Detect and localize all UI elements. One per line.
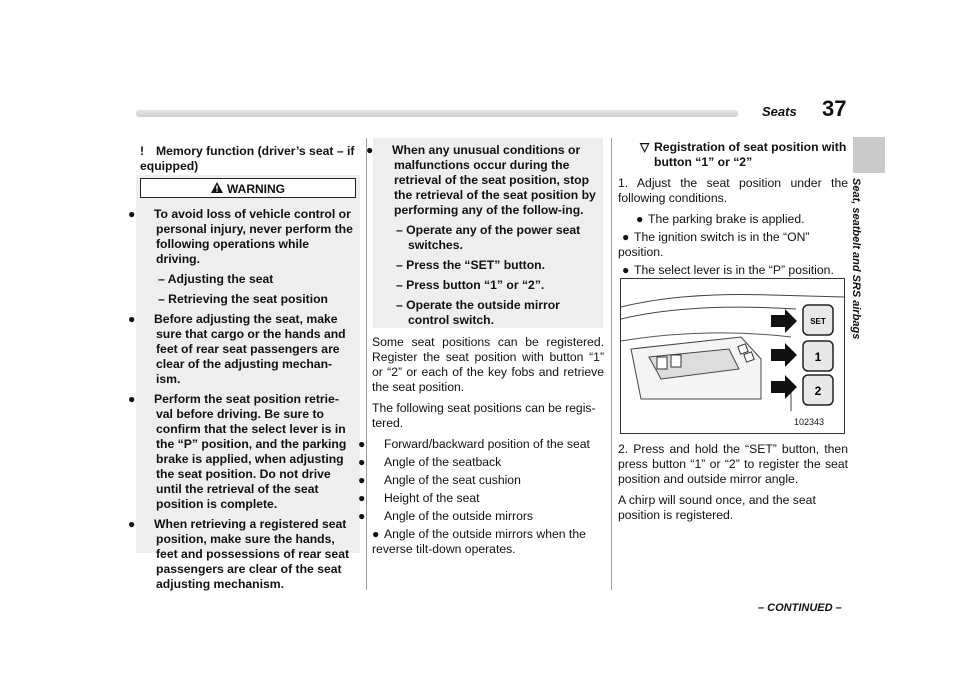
list-item-text: Angle of the outside mirrors: [384, 509, 534, 523]
side-tab-label: Seat, seatbelt and SRS airbags: [850, 178, 862, 340]
set-label: SET: [810, 317, 826, 326]
arrow-icon: [771, 309, 797, 333]
warning-subitem: – Retrieving the seat position: [158, 292, 328, 306]
caution-subitem: – Operate the outside mirror control switch.: [396, 298, 560, 327]
list-item: [358, 455, 604, 470]
bullet-icon: ●: [372, 527, 380, 541]
warning-item-text: Perform the seat position retrie-val before driving. Be sure to confirm that the select lever is in the “P” position, and the parking brake is applied, when adjusting the seat position. Do not drive until the retrieval of the seat position is complete.: [154, 392, 347, 511]
registration-step-2: [618, 442, 848, 529]
warning-item: [128, 207, 354, 267]
bullet-icon: ●: [622, 230, 630, 244]
bullet-icon: ●: [128, 517, 136, 531]
side-tab: [853, 137, 885, 173]
bullet-icon: ●: [636, 212, 644, 226]
condition-text: The ignition switch is in the “ON” position.: [618, 230, 810, 259]
list-item-text: Forward/backward position of the seat: [384, 437, 590, 451]
warning-item-text: To avoid loss of vehicle control or personal injury, never perform the following operations while driving.: [154, 207, 353, 266]
page-number: 37: [822, 96, 847, 121]
condition-text: The select lever is in the “P” position.: [634, 263, 834, 277]
bullet-icon: ●: [358, 437, 366, 451]
arrow-icon: [771, 343, 797, 367]
memory-switch-diagram: [621, 279, 844, 433]
step-1: 1. Adjust the seat position under the following conditions.: [618, 176, 848, 205]
bullet-icon: ●: [622, 263, 630, 277]
condition-item: [618, 263, 848, 278]
caution-item-text: When any unusual conditions or malfunctions occur during the retrieval of the seat position, stop the retrieval of the seat position by performing any of the follow-ing.: [392, 143, 596, 217]
subsection-heading: [618, 140, 848, 170]
warning-item: [128, 517, 354, 592]
bullet-icon: ●: [358, 455, 366, 469]
caution-subitem: – Operate any of the power seat switches.: [396, 223, 581, 252]
list-item: [358, 437, 604, 452]
paragraph: Some seat positions can be registered. Register the seat position with button “1” or “2” or each of the key fobs and retrieve the seat position.: [372, 335, 604, 394]
caution-subitem: – Press button “1” or “2”.: [396, 278, 545, 292]
warning-title: [140, 178, 356, 198]
step-2: 2. Press and hold the “SET” button, then press button “1” or “2” to register the seat position and outside mirror angle.: [618, 442, 848, 486]
warning-subitem: – Adjusting the seat: [158, 272, 274, 286]
arrow-icon: [771, 375, 797, 399]
list-item: [358, 509, 604, 524]
condition-item: [618, 230, 848, 260]
warning-title-text: WARNING: [227, 182, 285, 196]
section-heading: [140, 144, 360, 174]
list-item-text: Height of the seat: [384, 491, 480, 505]
column-divider-2: [611, 138, 612, 590]
list-item: [358, 473, 604, 488]
list-item-text: Angle of the seatback: [384, 455, 502, 469]
caution-body: [366, 143, 598, 333]
list-item: [358, 491, 604, 506]
bullet-icon: ●: [358, 491, 366, 505]
bullet-icon: ●: [358, 473, 366, 487]
button-1-label: 1: [814, 350, 822, 364]
list-item-text: Angle of the seat cushion: [384, 473, 521, 487]
bullet-icon: ●: [366, 143, 374, 157]
subsection-heading-text: Registration of seat position with button “1” or “2”: [654, 140, 847, 169]
condition-text: The parking brake is applied.: [648, 212, 805, 226]
header-rule: [136, 110, 738, 117]
figure-code: 102343: [794, 417, 825, 427]
paragraph: A chirp will sound once, and the seat position is registered.: [618, 493, 816, 522]
warning-triangle-icon: [211, 179, 223, 199]
caution-subitem: – Press the “SET” button.: [396, 258, 545, 272]
registration-steps: [618, 140, 848, 284]
bullet-icon: ●: [128, 207, 136, 221]
subsection-marker-icon: ▽: [640, 140, 650, 154]
warning-item-text: When retrieving a registered seat position, make sure the hands, feet and possessions of rear seat passengers are clear of the seat adjusting mechanism.: [154, 517, 350, 591]
bullet-icon: ●: [128, 312, 136, 326]
column-divider-1: [366, 138, 367, 590]
list-item: [372, 527, 604, 557]
heading-marker-icon: !: [140, 144, 145, 158]
warning-item: [128, 392, 354, 512]
section-title: Seats: [762, 104, 797, 119]
caution-item: [366, 143, 598, 218]
door-panel-illustration: [620, 278, 845, 434]
bullet-icon: ●: [358, 509, 366, 523]
list-item-text: Angle of the outside mirrors when the reverse tilt-down operates.: [372, 527, 586, 556]
warning-body: [128, 207, 354, 597]
button-2-label: 2: [814, 384, 822, 398]
warning-item-text: Before adjusting the seat, make sure that cargo or the hands and feet of rear seat passengers are clear of the adjusting mechan-ism.: [154, 312, 346, 386]
warning-item: [128, 312, 354, 387]
registration-info: [358, 335, 604, 563]
heading-text: Memory function (driver’s seat – if equipped): [140, 144, 355, 173]
bullet-icon: ●: [128, 392, 136, 406]
continued-label: – CONTINUED –: [758, 602, 842, 614]
condition-item: [618, 212, 848, 227]
paragraph: The following seat positions can be regis-tered.: [372, 401, 596, 430]
